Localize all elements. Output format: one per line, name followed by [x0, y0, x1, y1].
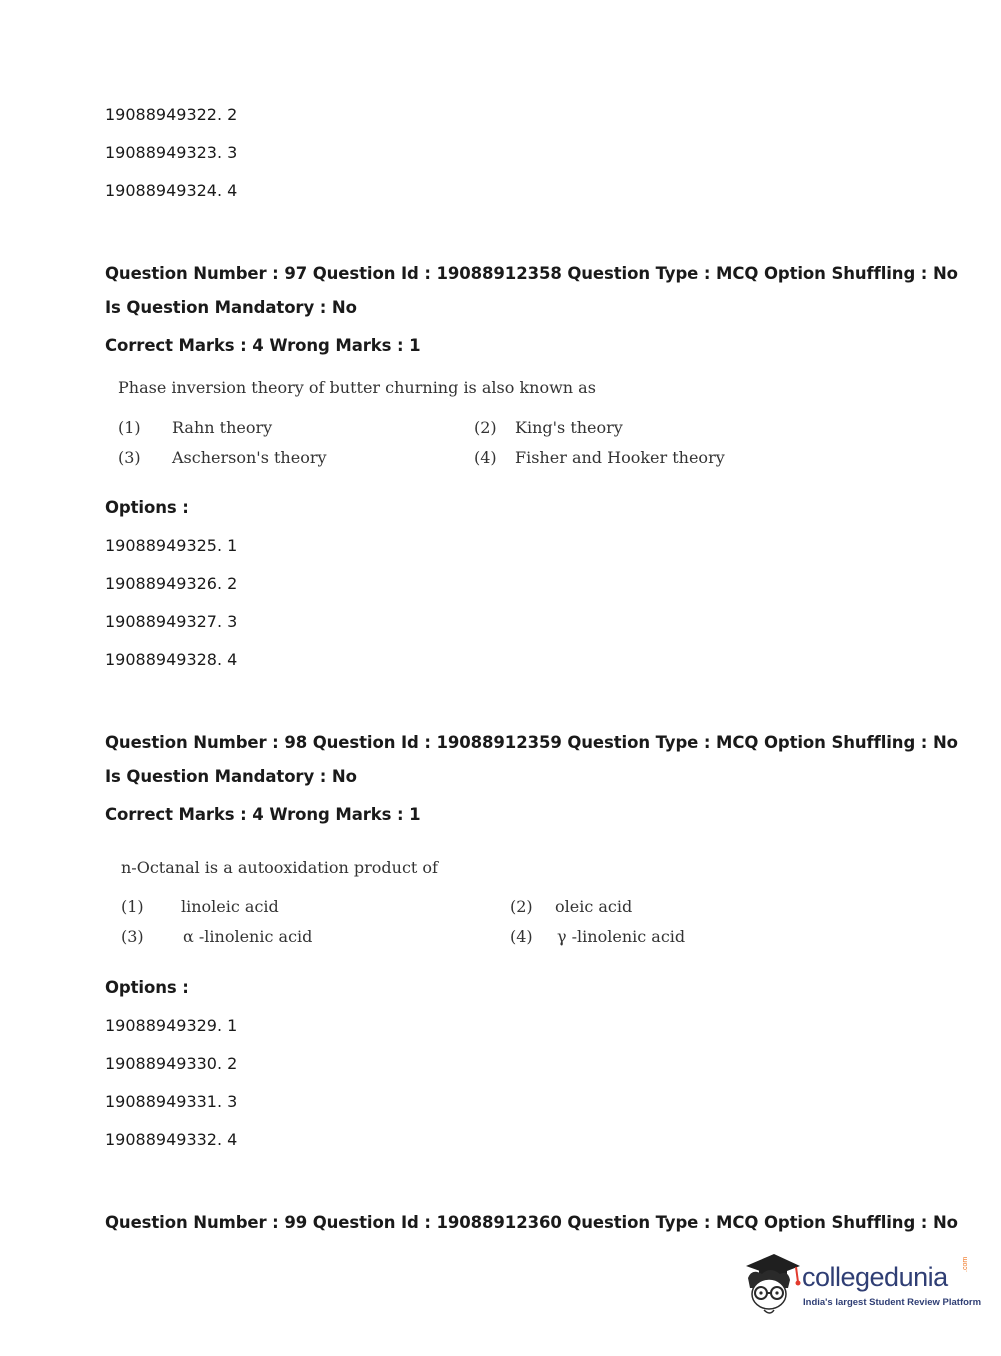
option-line: 19088949332. 4	[105, 1130, 238, 1149]
q98-header: Question Number : 98 Question Id : 19088912359 Question Type : MCQ Option Shuffling : No	[105, 733, 958, 752]
option-line: 19088949325. 1	[105, 536, 238, 555]
mascot-icon	[740, 1248, 802, 1318]
q98-options-label: Options :	[105, 978, 189, 997]
option-line: 19088949326. 2	[105, 574, 238, 593]
q97-question-text: Phase inversion theory of butter churning is also known as	[118, 378, 596, 397]
logo-suffix: .com	[962, 1256, 969, 1272]
option-line: 19088949322. 2	[105, 105, 238, 124]
option-line: 19088949328. 4	[105, 650, 238, 669]
q97-choice-text: King's theory	[515, 418, 623, 437]
q97-choice-num: (2)	[474, 418, 497, 437]
q98-choice-text: linoleic acid	[181, 897, 279, 916]
q97-mandatory: Is Question Mandatory : No	[105, 298, 357, 317]
q97-choice-num: (1)	[118, 418, 141, 437]
option-line: 19088949327. 3	[105, 612, 238, 631]
q97-choice-text: Ascherson's theory	[172, 448, 327, 467]
option-line: 19088949324. 4	[105, 181, 238, 200]
q97-choice-text: Fisher and Hooker theory	[515, 448, 725, 467]
q98-choice-num: (1)	[121, 897, 144, 916]
option-line: 19088949329. 1	[105, 1016, 238, 1035]
q98-question-text: n-Octanal is a autooxidation product of	[121, 858, 438, 877]
q97-choice-text: Rahn theory	[172, 418, 273, 437]
q97-header: Question Number : 97 Question Id : 19088912358 Question Type : MCQ Option Shuffling : No	[105, 264, 958, 283]
logo-tagline: India's largest Student Review Platform	[803, 1297, 982, 1308]
q98-choice-num: (2)	[510, 897, 533, 916]
logo-wordmark: collegedunia	[802, 1262, 948, 1292]
q97-choice-num: (3)	[118, 448, 141, 467]
q98-choice-num: (4)	[510, 927, 533, 946]
option-line: 19088949323. 3	[105, 143, 238, 162]
q98-choice-text: α -linolenic acid	[183, 927, 313, 946]
q97-choice-num: (4)	[474, 448, 497, 467]
q97-options-label: Options :	[105, 498, 189, 517]
q98-choice-text: oleic acid	[555, 897, 633, 916]
q98-choice-num: (3)	[121, 927, 144, 946]
q98-choice-text: γ -linolenic acid	[557, 927, 686, 946]
q98-marks: Correct Marks : 4 Wrong Marks : 1	[105, 805, 421, 824]
option-line: 19088949331. 3	[105, 1092, 238, 1111]
q98-mandatory: Is Question Mandatory : No	[105, 767, 357, 786]
option-line: 19088949330. 2	[105, 1054, 238, 1073]
collegedunia-logo	[740, 1248, 982, 1320]
q97-marks: Correct Marks : 4 Wrong Marks : 1	[105, 336, 421, 355]
q99-header: Question Number : 99 Question Id : 19088912360 Question Type : MCQ Option Shuffling : No	[105, 1213, 958, 1232]
